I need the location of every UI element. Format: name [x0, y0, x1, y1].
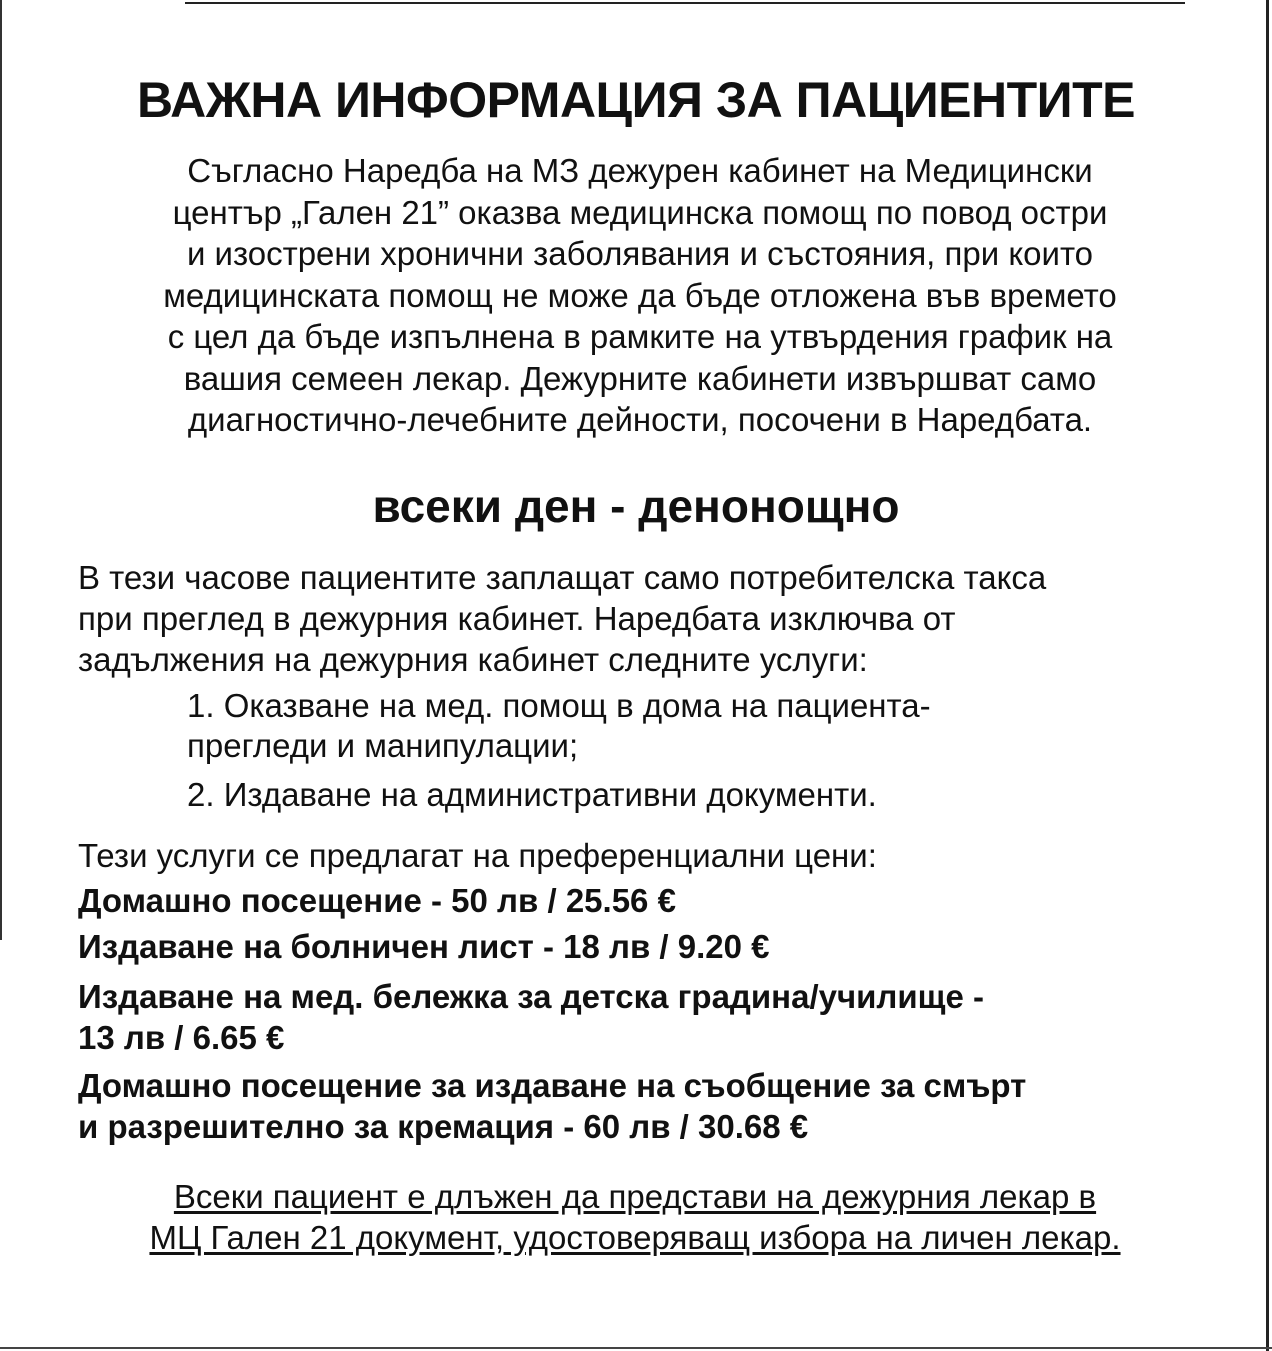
footer-notice	[60, 1176, 1210, 1258]
body-line: задължения на дежурния кабинет следните услуги:	[78, 641, 868, 678]
intro-line: с цел да бъде изпълнена в рамките на утвърдения график на	[167, 318, 1113, 355]
price-death-notice-amount: и разрешително за кремация - 60 лв / 30.68 €	[78, 1108, 809, 1145]
schedule-heading: всеки ден - денонощно	[372, 480, 900, 532]
list-item: 2. Издаване на административни документи.	[187, 776, 877, 813]
footer-line: МЦ Гален 21 документ, удостоверяващ избора на личен лекар.	[149, 1219, 1121, 1256]
border-left	[0, 0, 2, 940]
body-line: В тези часове пациентите заплащат само потребителска такса	[78, 559, 1047, 596]
footer-line: Всеки пациент е длъжен да представи на дежурния лекар в	[173, 1178, 1097, 1215]
list-item-line: 1. Оказване на мед. помощ в дома на пациента-	[187, 687, 931, 724]
notice-title: ВАЖНА ИНФОРМАЦИЯ ЗА ПАЦИЕНТИТЕ	[136, 72, 1136, 128]
price-med-note-amount: 13 лв / 6.65 €	[78, 1019, 285, 1056]
list-item-line: прегледи и манипулации;	[187, 727, 579, 764]
intro-line: диагностично-лечебните дейности, посочени в Наредбата.	[187, 401, 1093, 438]
border-bottom	[0, 1347, 1272, 1349]
intro-line: център „Гален 21” оказва медицинска помощ по повод остри	[172, 193, 1108, 231]
price-sick-leave: Издаване на болничен лист - 18 лв / 9.20 €	[78, 928, 770, 965]
border-right	[1266, 0, 1269, 1351]
excluded-services-list	[187, 686, 1187, 815]
intro-line: Съгласно Наредба на МЗ дежурен кабинет на Медицински	[187, 152, 1093, 189]
body-line: при преглед в дежурния кабинет. Наредбата изключва от	[78, 600, 956, 637]
list-item	[187, 686, 1187, 766]
border-top	[185, 2, 1185, 4]
prices-intro: Тези услуги се предлагат на преференциални цени:	[78, 837, 877, 874]
intro-line: медицинската помощ не може да бъде отложена във времето	[163, 276, 1117, 314]
intro-line: вашия семеен лекар. Дежурните кабинети извършват само	[183, 359, 1097, 397]
intro-paragraph	[70, 150, 1210, 441]
intro-line: и изострени хронични заболявания и състояния, при които	[186, 235, 1094, 272]
body-paragraph	[78, 557, 1228, 680]
price-home-visit: Домашно посещение - 50 лв / 25.56 €	[78, 882, 676, 919]
price-death-notice: Домашно посещение за издаване на съобщение за смърт	[78, 1067, 1027, 1104]
price-med-note: Издаване на мед. бележка за детска градина/училище -	[78, 978, 985, 1015]
